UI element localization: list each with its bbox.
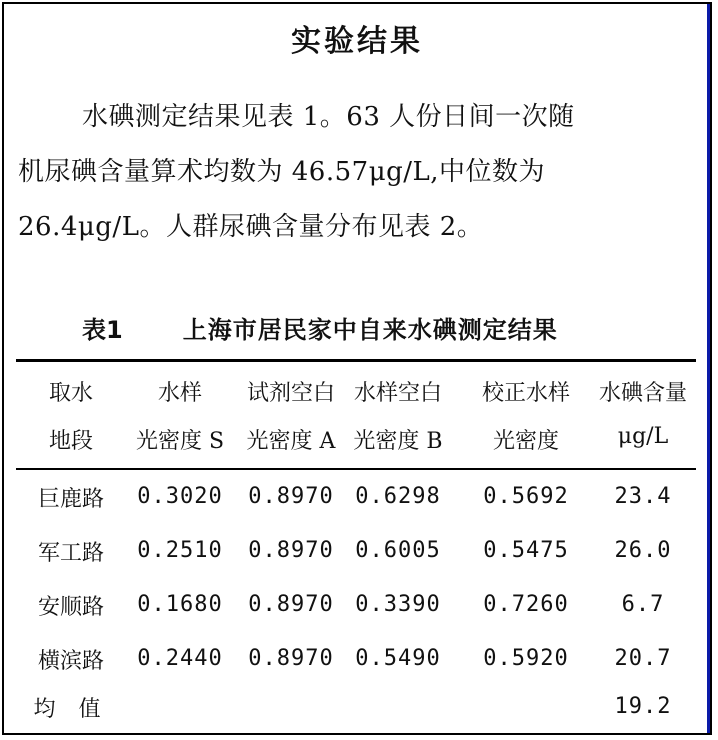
header-col6-line2: μg/L (617, 424, 669, 449)
table-cell-r1-s: 0.3020 (137, 484, 223, 509)
table-cell-r3-iodine: 6.7 (621, 592, 665, 617)
table-header-rule (16, 468, 696, 470)
table-top-rule (16, 359, 696, 362)
table-mean-value: 19.2 (614, 694, 672, 719)
header-col2-line1: 水样 (157, 381, 202, 406)
table-cell-r2-location: 军工路 (37, 541, 104, 566)
table-mean-label: 均 值 (33, 697, 109, 722)
table-cell-r4-b: 0.5490 (355, 646, 441, 671)
table-cell-r4-location: 横滨路 (37, 649, 104, 674)
table-cell-r1-location: 巨鹿路 (37, 487, 104, 512)
table-cell-r1-a: 0.8970 (248, 484, 334, 509)
table-cell-r2-b: 0.6005 (355, 538, 441, 563)
section-heading: 实验结果 (291, 24, 423, 59)
header-col3-line2: 光密度 A (246, 429, 336, 454)
table-cell-r4-a: 0.8970 (248, 646, 334, 671)
header-col6-line1: 水碘含量 (598, 381, 687, 406)
table-label: 表1 (82, 316, 123, 344)
table-cell-r1-b: 0.6298 (355, 484, 441, 509)
table-cell-r2-corrected: 0.5475 (483, 538, 569, 563)
table-cell-r1-corrected: 0.5692 (483, 484, 569, 509)
table-cell-r2-iodine: 26.0 (614, 538, 672, 563)
header-col5-line1: 校正水样 (481, 381, 570, 406)
table-cell-r1-iodine: 23.4 (614, 484, 672, 509)
paragraph-line-2: 机尿碘含量算术均数为 46.57μg/L,中位数为 (18, 157, 546, 187)
table-cell-r4-s: 0.2440 (137, 646, 223, 671)
header-col4-line1: 水样空白 (353, 381, 442, 406)
header-col2-line2: 光密度 S (135, 429, 225, 454)
table-cell-r3-location: 安顺路 (37, 595, 104, 620)
paragraph-text-1: 水碘测定结果见表 1。63 人份日间一次随 (82, 102, 575, 132)
header-col5-line2: 光密度 (492, 429, 559, 454)
table-cell-r2-a: 0.8970 (248, 538, 334, 563)
page-frame (2, 2, 712, 735)
table-cell-r4-iodine: 20.7 (614, 646, 672, 671)
header-col1-line2: 地段 (48, 429, 93, 454)
header-col3-line1: 试剂空白 (246, 381, 335, 406)
table-cell-r3-corrected: 0.7260 (483, 592, 569, 617)
table-cell-r3-a: 0.8970 (248, 592, 334, 617)
header-col4-line2: 光密度 B (353, 429, 443, 454)
table-caption (82, 310, 558, 345)
paragraph-line-1 (18, 90, 698, 145)
header-col1-line1: 取水 (48, 381, 93, 406)
table-cell-r3-b: 0.3390 (355, 592, 441, 617)
table-cell-r3-s: 0.1680 (137, 592, 223, 617)
paragraph-line-3: 26.4μg/L。人群尿碘含量分布见表 2。 (18, 212, 484, 242)
table-cell-r4-corrected: 0.5920 (483, 646, 569, 671)
table-cell-r2-s: 0.2510 (137, 538, 223, 563)
table-title: 上海市居民家中自来水碘测定结果 (182, 316, 558, 344)
